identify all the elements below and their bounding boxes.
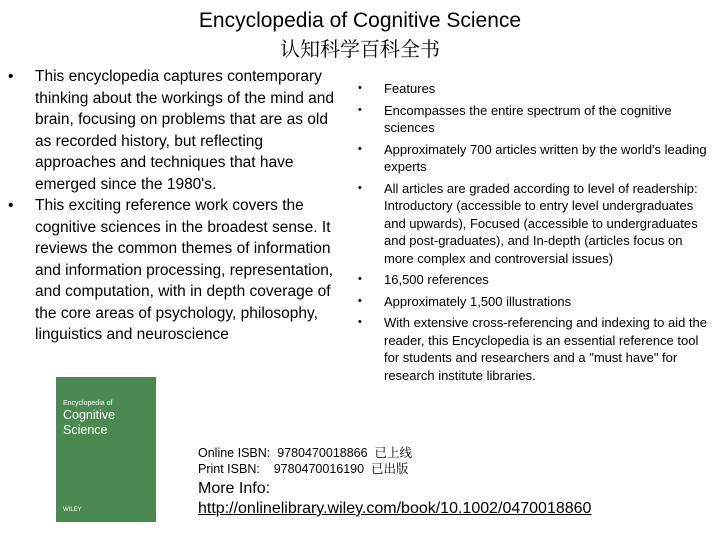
feature-item — [358, 293, 710, 311]
bullet-icon: • — [358, 273, 362, 285]
bullet-icon: • — [8, 68, 14, 85]
publication-info — [198, 445, 718, 519]
feature-text: 16,500 references — [384, 272, 489, 287]
description-item — [8, 195, 348, 346]
feature-text: All articles are graded according to level of readership: Introductory (accessible to entry level undergraduates and upwards), Focused (accessible to undergraduates and post-graduates), and In-depth (articles focus on more complex and controversial issues) — [384, 180, 698, 266]
book-cover-publisher: WILEY — [63, 507, 82, 513]
book-cover-subtitle: Encyclopedia of — [63, 400, 113, 407]
description-item — [8, 66, 348, 195]
description-text: This exciting reference work covers the cognitive sciences in the broadest sense. It reviews the common themes of information and information processing, representation, and computation, with in depth coverage of the core areas of psychology, philosophy, linguistics and neuroscience — [35, 197, 334, 343]
bullet-icon: • — [358, 181, 362, 194]
features-list — [358, 80, 710, 388]
feature-item — [358, 180, 710, 268]
online-isbn: Online ISBN: 9780470018866 已上线 — [198, 446, 413, 460]
print-isbn: Print ISBN: 9780470016190 已出版 — [198, 462, 409, 476]
bullet-icon: • — [358, 316, 362, 328]
bullet-icon: • — [358, 82, 362, 94]
more-info-link[interactable]: http://onlinelibrary.wiley.com/book/10.1002/0470018860 — [198, 500, 592, 517]
title-english: Encyclopedia of Cognitive Science — [198, 9, 522, 32]
book-cover-title: Cognitive Science — [63, 408, 116, 437]
description-list — [8, 66, 348, 346]
features-heading — [358, 80, 710, 98]
feature-item — [358, 314, 710, 384]
title-chinese: 认知科学百科全书 — [280, 37, 440, 61]
feature-item — [358, 271, 710, 289]
more-info-label: More Info: — [198, 480, 271, 497]
feature-text: Encompasses the entire spectrum of the cognitive sciences — [384, 102, 672, 135]
slide-title — [0, 8, 720, 62]
feature-text: With extensive cross-referencing and indexing to aid the reader, this Encyclopedia is an essential reference tool for students and researchers and a "must have" for research institute libraries. — [384, 315, 708, 383]
feature-item — [358, 102, 710, 137]
feature-text: Approximately 700 articles written by the world's leading experts — [384, 141, 707, 174]
book-cover-image — [56, 377, 156, 522]
feature-text: Features — [384, 81, 436, 96]
bullet-icon: • — [358, 294, 362, 307]
feature-item — [358, 141, 710, 176]
description-text: This encyclopedia captures contemporary thinking about the workings of the mind and brain, focusing on problems that are as old as recorded history, but reflecting approaches and techniques that have emerged since the 1980's. — [35, 68, 334, 193]
bullet-icon: • — [358, 103, 362, 116]
bullet-icon: • — [8, 197, 14, 214]
feature-text: Approximately 1,500 illustrations — [384, 293, 572, 309]
bullet-icon: • — [358, 142, 362, 155]
